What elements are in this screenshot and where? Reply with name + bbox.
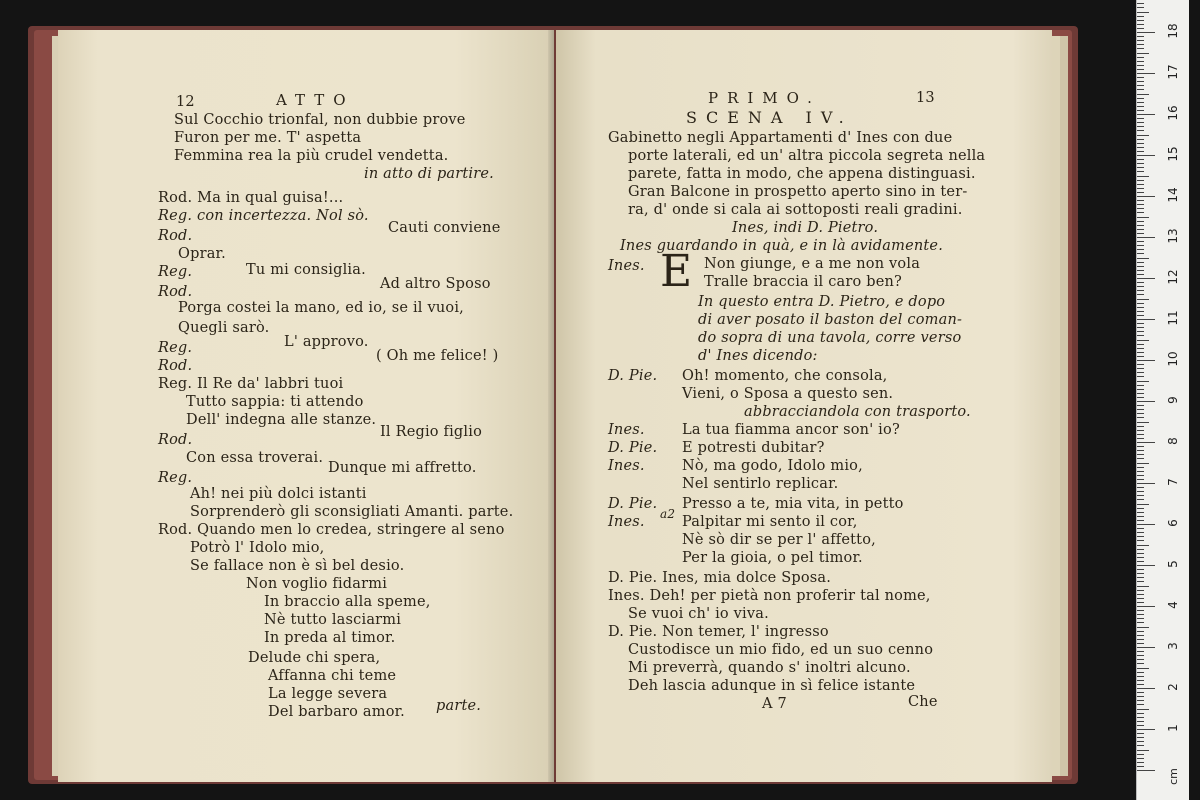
text-line: parete, fatta in modo, che appena distinguasi. bbox=[628, 166, 976, 182]
ruler-tick bbox=[1137, 81, 1144, 82]
ruler-tick bbox=[1137, 106, 1144, 107]
ruler-tick bbox=[1137, 303, 1144, 304]
ruler-tick bbox=[1137, 463, 1149, 464]
text-line: Quegli sarò. bbox=[178, 320, 270, 336]
ruler-tick bbox=[1137, 245, 1144, 246]
text-line: ra, d' onde si cala ai sottoposti reali gradini. bbox=[628, 202, 963, 218]
speaker-label: Ines. bbox=[608, 258, 645, 274]
ruler-tick bbox=[1137, 590, 1144, 591]
ruler-tick bbox=[1137, 229, 1144, 230]
ruler-tick bbox=[1137, 635, 1144, 636]
ruler-tick bbox=[1137, 319, 1155, 320]
ruler-tick bbox=[1137, 196, 1155, 197]
ruler-tick bbox=[1137, 385, 1144, 386]
text-line: porte laterali, ed un' altra piccola segreta nella bbox=[628, 148, 986, 164]
verse-line: Affanna chi teme bbox=[268, 668, 397, 684]
ruler-tick bbox=[1137, 290, 1144, 291]
ruler-tick bbox=[1137, 233, 1144, 234]
ruler-tick bbox=[1137, 729, 1155, 730]
ruler-label: 5 bbox=[1166, 560, 1180, 568]
ruler-tick bbox=[1137, 253, 1144, 254]
ruler-tick bbox=[1137, 532, 1144, 533]
ruler-tick bbox=[1137, 467, 1144, 468]
running-head: PRIMO. bbox=[708, 89, 821, 107]
ruler-tick bbox=[1137, 270, 1144, 271]
ruler-tick bbox=[1137, 655, 1144, 656]
ruler-tick bbox=[1137, 311, 1144, 312]
ruler-label: 18 bbox=[1166, 23, 1180, 39]
right-page bbox=[556, 30, 1052, 782]
text-line: Reg. con incertezza. Nol sò. bbox=[158, 208, 369, 224]
ruler-tick bbox=[1137, 7, 1144, 8]
ruler-tick bbox=[1137, 684, 1144, 685]
ruler-tick bbox=[1137, 89, 1144, 90]
ruler-tick bbox=[1137, 446, 1144, 447]
ruler-tick bbox=[1137, 688, 1155, 689]
verse-line: Nè tutto lasciarmi bbox=[264, 612, 402, 628]
ruler-tick bbox=[1137, 299, 1149, 300]
ruler-tick bbox=[1137, 352, 1144, 353]
ruler-tick bbox=[1137, 405, 1144, 406]
ruler-tick bbox=[1137, 573, 1144, 574]
ruler-label: 9 bbox=[1166, 396, 1180, 404]
ruler-tick bbox=[1137, 594, 1144, 595]
ruler-tick bbox=[1137, 53, 1149, 54]
ruler-unit: cm bbox=[1166, 768, 1180, 785]
text-line: Mi preverrà, quando s' inoltri alcuno. bbox=[628, 660, 911, 676]
ruler-tick bbox=[1137, 94, 1149, 95]
ruler-tick bbox=[1137, 135, 1149, 136]
ruler-tick bbox=[1137, 110, 1144, 111]
ruler-tick bbox=[1137, 692, 1144, 693]
text-line: Reg. Il Re da' labbri tuoi bbox=[158, 376, 344, 392]
stage-direction: do sopra di una tavola, corre verso bbox=[698, 330, 962, 346]
ruler-tick bbox=[1137, 709, 1149, 710]
ruler-tick bbox=[1137, 155, 1155, 156]
ruler-tick bbox=[1137, 668, 1149, 669]
text-line: Potrò l' Idolo mio, bbox=[190, 540, 325, 556]
ruler-tick bbox=[1137, 130, 1144, 131]
text-line: Sorprenderò gli sconsigliati Amanti. parte. bbox=[190, 504, 514, 520]
speaker-label: Rod. bbox=[158, 284, 193, 300]
speaker-label: Ines. bbox=[608, 458, 645, 474]
speaker-label: Ines. bbox=[608, 514, 645, 530]
text-line: ( Oh me felice! ) bbox=[376, 348, 499, 364]
ruler-tick bbox=[1137, 680, 1144, 681]
ruler-tick bbox=[1137, 381, 1149, 382]
ruler-label: 17 bbox=[1166, 64, 1180, 80]
ruler-label: 3 bbox=[1166, 642, 1180, 650]
ruler-tick bbox=[1137, 73, 1155, 74]
ruler-label: 7 bbox=[1166, 478, 1180, 486]
ruler-tick bbox=[1137, 700, 1144, 701]
ruler-tick bbox=[1137, 458, 1144, 459]
ruler-label: 10 bbox=[1166, 351, 1180, 367]
ruler-tick bbox=[1137, 471, 1144, 472]
speaker-label: Reg. bbox=[158, 340, 193, 356]
verse-line: Vieni, o Sposa a questo sen. bbox=[682, 386, 894, 402]
ruler-tick bbox=[1137, 241, 1144, 242]
ruler-tick bbox=[1137, 545, 1149, 546]
ruler-tick bbox=[1137, 499, 1144, 500]
ruler-tick bbox=[1137, 167, 1144, 168]
ruler-label: 16 bbox=[1166, 105, 1180, 121]
text-line: Gran Balcone in prospetto aperto sino in ter- bbox=[628, 184, 968, 200]
ruler-tick bbox=[1137, 249, 1144, 250]
ruler-tick bbox=[1137, 409, 1144, 410]
text-line: Tu mi consiglia. bbox=[246, 262, 366, 278]
ruler-tick bbox=[1137, 758, 1144, 759]
ruler-tick bbox=[1137, 372, 1144, 373]
speaker-label: Rod. bbox=[158, 432, 193, 448]
ruler-tick bbox=[1137, 766, 1144, 767]
ruler-tick bbox=[1137, 159, 1144, 160]
ruler-tick bbox=[1137, 512, 1144, 513]
ruler-tick bbox=[1137, 28, 1144, 29]
stage-direction: Ines guardando in quà, e in là avidamente. bbox=[620, 238, 944, 254]
ruler-tick bbox=[1137, 208, 1144, 209]
verse-line: La tua fiamma ancor son' io? bbox=[682, 422, 900, 438]
ruler-tick bbox=[1137, 147, 1144, 148]
text-line: Il Regio figlio bbox=[380, 424, 483, 440]
ruler-tick bbox=[1137, 540, 1144, 541]
ruler-tick bbox=[1137, 278, 1155, 279]
ruler-tick bbox=[1137, 647, 1155, 648]
ruler-tick bbox=[1137, 528, 1144, 529]
ruler-tick bbox=[1137, 598, 1144, 599]
catchword: Che bbox=[908, 694, 938, 710]
ruler-tick bbox=[1137, 639, 1144, 640]
ruler-tick bbox=[1137, 258, 1149, 259]
ruler-tick bbox=[1137, 69, 1144, 70]
ruler-tick bbox=[1137, 495, 1144, 496]
text-line: Furon per me. T' aspetta bbox=[174, 130, 362, 146]
ruler-tick bbox=[1137, 20, 1144, 21]
text-line: Dell' indegna alle stanze. bbox=[186, 412, 377, 428]
ruler-tick bbox=[1137, 188, 1144, 189]
stage-direction: abbracciandola con trasporto. bbox=[744, 404, 971, 420]
speaker-label: D. Pie. bbox=[608, 368, 658, 384]
ruler-tick bbox=[1137, 331, 1144, 332]
ruler-tick bbox=[1137, 221, 1144, 222]
ruler-tick bbox=[1137, 57, 1144, 58]
ruler-tick bbox=[1137, 139, 1144, 140]
stage-direction: parte. bbox=[436, 698, 482, 714]
ruler-tick bbox=[1137, 176, 1149, 177]
ruler-tick bbox=[1137, 143, 1144, 144]
ruler-tick bbox=[1137, 217, 1149, 218]
ruler-tick bbox=[1137, 602, 1144, 603]
text-line: Rod. Ma in qual guisa!... bbox=[158, 190, 344, 206]
ruler-tick bbox=[1137, 586, 1149, 587]
ruler-tick bbox=[1137, 733, 1144, 734]
ruler-tick bbox=[1137, 721, 1144, 722]
ruler-tick bbox=[1137, 184, 1144, 185]
ruler-label: 12 bbox=[1166, 269, 1180, 285]
ruler-tick bbox=[1137, 614, 1144, 615]
ruler-tick bbox=[1137, 315, 1144, 316]
ruler-tick bbox=[1137, 750, 1149, 751]
speaker-label: Reg. bbox=[158, 470, 193, 486]
ruler-tick bbox=[1137, 44, 1144, 45]
ruler-label: 1 bbox=[1166, 724, 1180, 732]
ruler-tick bbox=[1137, 475, 1144, 476]
ruler-tick bbox=[1137, 204, 1144, 205]
ruler-tick bbox=[1137, 368, 1144, 369]
ruler-tick bbox=[1137, 212, 1144, 213]
ruler-tick bbox=[1137, 294, 1144, 295]
ruler-tick bbox=[1137, 581, 1144, 582]
ruler-tick bbox=[1137, 393, 1144, 394]
ruler-tick bbox=[1137, 704, 1144, 705]
text-line: Cauti conviene bbox=[388, 220, 501, 236]
ruler-tick bbox=[1137, 713, 1144, 714]
ruler-tick bbox=[1137, 618, 1144, 619]
ruler-tick bbox=[1137, 516, 1144, 517]
stage-direction: In questo entra D. Pietro, e dopo bbox=[698, 294, 946, 310]
ruler-tick bbox=[1137, 651, 1144, 652]
ruler-tick bbox=[1137, 745, 1144, 746]
verse-line: Palpitar mi sento il cor, bbox=[682, 514, 858, 530]
ruler-tick bbox=[1137, 569, 1144, 570]
text-line: Deh lascia adunque in sì felice istante bbox=[628, 678, 916, 694]
speaker-label: D. Pie. bbox=[608, 496, 658, 512]
ruler-tick bbox=[1137, 397, 1144, 398]
ruler-tick bbox=[1137, 163, 1144, 164]
ruler-tick bbox=[1137, 508, 1144, 509]
speaker-label: D. Pie. bbox=[608, 440, 658, 456]
ruler-tick bbox=[1137, 192, 1144, 193]
text-line: Se vuoi ch' io viva. bbox=[628, 606, 769, 622]
ruler-tick bbox=[1137, 307, 1144, 308]
ruler-tick bbox=[1137, 430, 1144, 431]
ruler-tick bbox=[1137, 479, 1144, 480]
verse-line: Nè sò dir se per l' affetto, bbox=[682, 532, 876, 548]
verse-line: In braccio alla speme, bbox=[264, 594, 431, 610]
ruler-tick bbox=[1137, 557, 1144, 558]
ruler-tick bbox=[1137, 606, 1155, 607]
ruler-tick bbox=[1137, 225, 1144, 226]
ruler-tick bbox=[1137, 344, 1144, 345]
ruler-label: 13 bbox=[1166, 228, 1180, 244]
verse-line: Nò, ma godo, Idolo mio, bbox=[682, 458, 863, 474]
ruler-tick bbox=[1137, 483, 1155, 484]
ruler-tick bbox=[1137, 438, 1144, 439]
verse-line: Del barbaro amor. bbox=[268, 704, 405, 720]
ruler-tick bbox=[1137, 631, 1144, 632]
ruler-tick bbox=[1137, 36, 1144, 37]
ruler-tick bbox=[1137, 426, 1144, 427]
ruler-tick bbox=[1137, 762, 1144, 763]
text-line: Tutto sappia: ti attendo bbox=[186, 394, 364, 410]
verse-line: Delude chi spera, bbox=[248, 650, 381, 666]
ruler-tick bbox=[1137, 16, 1144, 17]
scene-title: SCENA IV. bbox=[686, 108, 853, 127]
ruler-tick bbox=[1137, 24, 1144, 25]
text-line: Ah! nei più dolci istanti bbox=[190, 486, 367, 502]
text-line: D. Pie. Non temer, l' ingresso bbox=[608, 624, 829, 640]
text-line: Sul Cocchio trionfal, non dubbie prove bbox=[174, 112, 466, 128]
verse-line: Nel sentirlo replicar. bbox=[682, 476, 839, 492]
text-line: Con essa troverai. bbox=[186, 450, 324, 466]
speaker-label: Ines. bbox=[608, 422, 645, 438]
verse-line: Oh! momento, che consola, bbox=[682, 368, 888, 384]
ruler-tick bbox=[1137, 549, 1144, 550]
ruler-tick bbox=[1137, 348, 1144, 349]
stage-direction: in atto di partire. bbox=[364, 166, 494, 182]
ruler-label: 2 bbox=[1166, 683, 1180, 691]
ruler-tick bbox=[1137, 32, 1155, 33]
ruler-tick bbox=[1137, 487, 1144, 488]
text-line: Custodisce un mio fido, ed un suo cenno bbox=[628, 642, 934, 658]
ruler-tick bbox=[1137, 491, 1144, 492]
text-line: Ines. Deh! per pietà non proferir tal nome, bbox=[608, 588, 931, 604]
ruler-tick bbox=[1137, 77, 1144, 78]
ruler-tick bbox=[1137, 200, 1144, 201]
ruler-tick bbox=[1137, 520, 1144, 521]
ruler-tick bbox=[1137, 262, 1144, 263]
ruler-tick bbox=[1137, 102, 1144, 103]
ruler-tick bbox=[1137, 364, 1144, 365]
ruler-tick bbox=[1137, 3, 1144, 4]
ruler-tick bbox=[1137, 565, 1155, 566]
ruler-tick bbox=[1137, 274, 1144, 275]
ruler-label: 11 bbox=[1166, 310, 1180, 326]
left-page bbox=[58, 30, 554, 782]
ruler-tick bbox=[1137, 627, 1149, 628]
ruler-tick bbox=[1137, 737, 1144, 738]
verse-line: Tralle braccia il caro ben? bbox=[704, 274, 902, 290]
ruler-tick bbox=[1137, 376, 1144, 377]
ruler-tick bbox=[1137, 48, 1144, 49]
ruler-tick bbox=[1137, 126, 1144, 127]
measuring-ruler bbox=[1136, 0, 1189, 800]
ruler-tick bbox=[1137, 659, 1144, 660]
ruler-tick bbox=[1137, 413, 1144, 414]
ruler-tick bbox=[1137, 417, 1144, 418]
page-number: 13 bbox=[916, 90, 935, 106]
ruler-tick bbox=[1137, 770, 1155, 771]
ruler-label: 6 bbox=[1166, 519, 1180, 527]
ruler-tick bbox=[1137, 266, 1144, 267]
ruler-tick bbox=[1137, 754, 1144, 755]
ruler-tick bbox=[1137, 61, 1144, 62]
ruler-tick bbox=[1137, 672, 1144, 673]
text-line: Se fallace non è sì bel desio. bbox=[190, 558, 405, 574]
ruler-tick bbox=[1137, 717, 1144, 718]
ruler-tick bbox=[1137, 676, 1144, 677]
ruler-tick bbox=[1137, 561, 1144, 562]
text-line: Porga costei la mano, ed io, se il vuoi, bbox=[178, 300, 464, 316]
text-line: L' approvo. bbox=[284, 334, 369, 350]
ruler-label: 14 bbox=[1166, 187, 1180, 203]
ruler-tick bbox=[1137, 401, 1155, 402]
verse-line: La legge severa bbox=[268, 686, 388, 702]
ruler-tick bbox=[1137, 663, 1144, 664]
ruler-tick bbox=[1137, 282, 1144, 283]
ruler-tick bbox=[1137, 40, 1144, 41]
speaker-label: Rod. bbox=[158, 228, 193, 244]
duet-marker: a2 bbox=[660, 507, 676, 521]
text-line: Ines, indi D. Pietro. bbox=[732, 220, 879, 236]
running-head: ATTO bbox=[276, 91, 355, 109]
verse-line: Per la gioia, o pel timor. bbox=[682, 550, 863, 566]
ruler-tick bbox=[1137, 725, 1144, 726]
verse-line: Non giunge, e a me non vola bbox=[704, 256, 921, 272]
ruler-tick bbox=[1137, 450, 1144, 451]
ruler-tick bbox=[1137, 389, 1144, 390]
signature-mark: A 7 bbox=[762, 696, 787, 712]
text-line: Gabinetto negli Appartamenti d' Ines con due bbox=[608, 130, 953, 146]
drop-cap: E bbox=[660, 246, 693, 297]
verse-line: E potresti dubitar? bbox=[682, 440, 825, 456]
ruler-label: 15 bbox=[1166, 146, 1180, 162]
stage-direction: di aver posato il baston del coman- bbox=[698, 312, 963, 328]
ruler-tick bbox=[1137, 114, 1155, 115]
verse-line: Presso a te, mia vita, in petto bbox=[682, 496, 904, 512]
ruler-tick bbox=[1137, 98, 1144, 99]
ruler-tick bbox=[1137, 524, 1155, 525]
ruler-label: 8 bbox=[1166, 437, 1180, 445]
text-line: Femmina rea la più crudel vendetta. bbox=[174, 148, 449, 164]
ruler-tick bbox=[1137, 85, 1144, 86]
ruler-tick bbox=[1137, 622, 1144, 623]
ruler-tick bbox=[1137, 151, 1144, 152]
text-line: D. Pie. Ines, mia dolce Sposa. bbox=[608, 570, 832, 586]
ruler-tick bbox=[1137, 327, 1144, 328]
ruler-tick bbox=[1137, 171, 1144, 172]
ruler-tick bbox=[1137, 643, 1144, 644]
ruler-tick bbox=[1137, 422, 1149, 423]
ruler-tick bbox=[1137, 356, 1144, 357]
ruler-tick bbox=[1137, 553, 1144, 554]
speaker-label: Rod. bbox=[158, 358, 193, 374]
ruler-tick bbox=[1137, 434, 1144, 435]
ruler-tick bbox=[1137, 12, 1149, 13]
ruler-tick bbox=[1137, 323, 1144, 324]
ruler-tick bbox=[1137, 454, 1144, 455]
ruler-label: 4 bbox=[1166, 601, 1180, 609]
ruler-tick bbox=[1137, 577, 1144, 578]
ruler-tick bbox=[1137, 696, 1144, 697]
text-line: Oprar. bbox=[178, 246, 226, 262]
ruler-tick bbox=[1137, 442, 1155, 443]
ruler-tick bbox=[1137, 118, 1144, 119]
ruler-tick bbox=[1137, 360, 1155, 361]
ruler-tick bbox=[1137, 286, 1144, 287]
ruler-tick bbox=[1137, 340, 1149, 341]
right-page-edges-back bbox=[1060, 36, 1068, 776]
ruler-tick bbox=[1137, 180, 1144, 181]
stage-direction: d' Ines dicendo: bbox=[698, 348, 818, 364]
ruler-tick bbox=[1137, 65, 1144, 66]
ruler-tick bbox=[1137, 504, 1149, 505]
ruler-tick bbox=[1137, 536, 1144, 537]
ruler-tick bbox=[1137, 741, 1144, 742]
text-line: Rod. Quando men lo credea, stringere al seno bbox=[158, 522, 505, 538]
text-line: Dunque mi affretto. bbox=[328, 460, 477, 476]
ruler-tick bbox=[1137, 237, 1155, 238]
speaker-label: Reg. bbox=[158, 264, 193, 280]
ruler-tick bbox=[1137, 122, 1144, 123]
text-line: Ad altro Sposo bbox=[380, 276, 491, 292]
ruler-tick bbox=[1137, 610, 1144, 611]
page-number: 12 bbox=[176, 94, 195, 110]
verse-line: In preda al timor. bbox=[264, 630, 396, 646]
verse-line: Non voglio fidarmi bbox=[246, 576, 388, 592]
ruler-tick bbox=[1137, 335, 1144, 336]
